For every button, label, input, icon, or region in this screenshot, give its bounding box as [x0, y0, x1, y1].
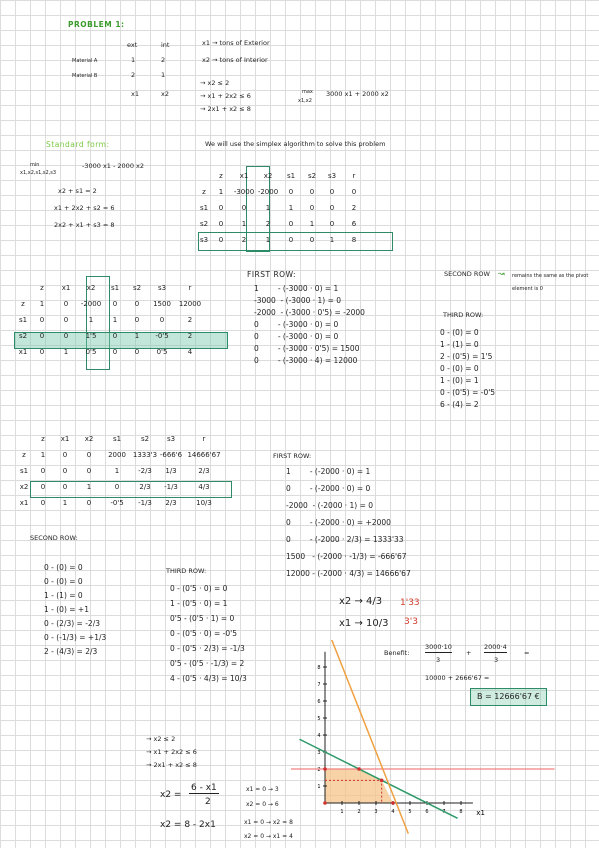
- table-cell: s1: [110, 284, 120, 292]
- x-tick-label: 1: [340, 809, 344, 815]
- table-cell: 0: [288, 188, 294, 196]
- table-cell: 0: [288, 236, 294, 244]
- table-cell: x1: [61, 284, 71, 292]
- table-cell: 1/3: [165, 467, 177, 475]
- feasible-region: [325, 769, 393, 803]
- vertex-point: [323, 767, 327, 771]
- table-cell: s1: [19, 467, 29, 475]
- table-cell: -1/3: [164, 483, 178, 491]
- std-eq: x2 + s1 = 2: [58, 187, 97, 195]
- table-cell: 2: [187, 316, 193, 324]
- table-row: [198, 232, 366, 248]
- table-cell: 1: [241, 220, 247, 228]
- table-cell: 2/3: [139, 483, 151, 491]
- tableau-3: [16, 431, 224, 511]
- table-cell: 1: [114, 467, 120, 475]
- solution-x1: x1 → 10/3: [339, 618, 389, 629]
- table-cell: 1: [218, 188, 224, 196]
- table-cell: 0: [62, 451, 68, 459]
- table-cell: z: [202, 188, 206, 196]
- calc-line: 0 - (-1/3) = +1/3: [44, 633, 107, 642]
- constraint: → x1 + 2x2 ≤ 6: [146, 748, 197, 756]
- cell: x1: [131, 90, 139, 98]
- calc-line: 1 - (-3000 · 0) = 1: [254, 284, 339, 293]
- problem-title: PROBLEM 1:: [68, 20, 125, 29]
- table-cell: 8: [351, 236, 357, 244]
- table-cell: 0: [218, 220, 224, 228]
- y-tick-label: 5: [317, 716, 321, 722]
- table-cell: r: [188, 284, 192, 292]
- benefit-label: Benefit:: [384, 649, 410, 657]
- calc-line: 0 - (-3000 · 4) = 12000: [254, 356, 358, 365]
- eq1-note: x2 = 0 → 6: [246, 801, 279, 808]
- row-material-b: Material B: [72, 73, 98, 79]
- table-cell: x1: [19, 499, 29, 507]
- objective-max: max: [302, 89, 313, 95]
- calc-line: 0 - (-2000 · 0) = +2000: [286, 518, 391, 527]
- table-cell: 1: [63, 348, 69, 356]
- third-row-steps: [440, 327, 495, 411]
- table-row: [16, 479, 224, 495]
- table-row: [198, 216, 366, 232]
- calc-line: 1 - (0) = +1: [44, 605, 89, 614]
- calc-line: 0'5 - (0'5 · 1) = 0: [170, 614, 235, 623]
- calc-line: 1 - (1) = 0: [44, 591, 83, 600]
- table-cell: 0: [114, 483, 120, 491]
- table-cell: 4/3: [198, 483, 210, 491]
- first-row-steps: [286, 463, 411, 582]
- table-cell: 0: [62, 483, 68, 491]
- table-cell: 0: [134, 348, 140, 356]
- table-cell: s1: [112, 435, 122, 443]
- calc-line: 0 - (-2000 · 2/3) = 1333'33: [286, 535, 404, 544]
- cell: 1: [161, 71, 166, 79]
- vertex-point: [323, 801, 327, 805]
- table-cell: s3: [199, 236, 209, 244]
- calc-line: 0 - (0) = 0: [44, 577, 83, 586]
- simplex-note: We will use the simplex algorithm to solve this problem: [205, 140, 386, 148]
- table-cell: 0: [288, 220, 294, 228]
- calc-line: 0 - (-2000 · 0) = 0: [286, 484, 371, 493]
- table-cell: 1: [39, 300, 45, 308]
- table-cell: 6: [351, 220, 357, 228]
- objective: 3000 x1 + 2000 x2: [326, 90, 389, 98]
- table-cell: 0: [309, 188, 315, 196]
- table-cell: 12000: [178, 300, 202, 308]
- eq2: x2 = 8 - 2x1: [160, 820, 216, 830]
- table-cell: 2: [187, 332, 193, 340]
- table-cell: 1: [62, 499, 68, 507]
- table-cell: 0: [329, 204, 335, 212]
- benefit-frac2-num: 2000·4: [484, 643, 507, 651]
- table-header: [198, 168, 366, 184]
- table-cell: 2000: [108, 451, 126, 459]
- x-tick-label: 4: [391, 809, 395, 815]
- constraint: → x1 + 2x2 ≤ 6: [200, 92, 251, 100]
- calc-line: 2 - (0'5) = 1'5: [440, 352, 493, 361]
- calc-line: -2000 - (-3000 · 0'5) = -2000: [254, 308, 365, 317]
- table-cell: 0'5: [156, 348, 168, 356]
- col-ext: ext: [127, 41, 138, 49]
- calc-line: 1 - (0) = 1: [440, 376, 479, 385]
- table-cell: 1: [88, 316, 94, 324]
- table-cell: 0: [351, 188, 357, 196]
- second-row-title: SECOND ROW: [444, 270, 490, 278]
- table-cell: 1500: [153, 300, 171, 308]
- calc-line: 2 - (4/3) = 2/3: [44, 647, 98, 656]
- table-cell: s2: [132, 284, 142, 292]
- table-cell: s2: [199, 220, 209, 228]
- table-cell: 0: [329, 220, 335, 228]
- table-cell: 1'5: [85, 332, 97, 340]
- table-row: [198, 200, 366, 216]
- table-cell: 1: [265, 204, 271, 212]
- feasible-region-graph: [280, 640, 570, 845]
- table-cell: 1: [134, 332, 140, 340]
- calc-line: 1 - (-2000 · 0) = 1: [286, 467, 371, 476]
- table-cell: r: [352, 172, 356, 180]
- table-cell: 0: [39, 348, 45, 356]
- calc-line: 0 - (-3000 · 0) = 0: [254, 320, 339, 329]
- second-row-steps: [44, 561, 106, 659]
- first-row-steps: [254, 283, 365, 367]
- constraint: → x2 ≤ 2: [200, 79, 230, 87]
- table-cell: 0: [40, 499, 46, 507]
- table-cell: 1: [265, 236, 271, 244]
- table-cell: z: [21, 300, 25, 308]
- table-cell: 2: [351, 204, 357, 212]
- table-cell: 0: [218, 204, 224, 212]
- y-tick-label: 7: [317, 682, 321, 688]
- table-row: [16, 344, 204, 360]
- def-x1: x1 → tons of Exterior: [202, 39, 270, 47]
- x-tick-label: 6: [425, 809, 429, 815]
- table-cell: x2: [84, 435, 94, 443]
- constraint: → x2 ≤ 2: [146, 735, 176, 743]
- table-cell: 0: [112, 300, 118, 308]
- table-cell: 0'5: [85, 348, 97, 356]
- def-x2: x2 → tons of Interior: [202, 56, 268, 64]
- benefit-frac2-den: 3: [494, 656, 499, 664]
- calc-line: 0'5 - (0'5 · -1/3) = 2: [170, 659, 245, 668]
- table-cell: 0: [112, 332, 118, 340]
- benefit-sum: 10000 + 2666'67 =: [425, 674, 490, 682]
- table-cell: -666'6: [159, 451, 183, 459]
- table-row: [16, 312, 204, 328]
- table-cell: 0: [86, 499, 92, 507]
- constraint: → 2x1 + x2 ≤ 8: [146, 761, 197, 769]
- table-cell: s1: [286, 172, 296, 180]
- table-cell: 0: [63, 300, 69, 308]
- first-row-title: FIRST ROW:: [247, 270, 297, 279]
- calc-line: 1 - (1) = 0: [440, 340, 479, 349]
- arrow-icon: ↝: [498, 269, 505, 278]
- tableau-1: [198, 168, 366, 248]
- calc-line: 1 - (0'5 · 0) = 1: [170, 599, 228, 608]
- table-row: [16, 495, 224, 511]
- table-cell: [16, 280, 30, 296]
- tableau-2: [16, 280, 204, 360]
- table-cell: 0: [86, 451, 92, 459]
- benefit-eq: =: [524, 649, 530, 657]
- min-sub: x1,x2,s1,s2,s3: [20, 170, 56, 176]
- calc-line: 0 - (0) = 0: [440, 328, 479, 337]
- table-cell: 0: [134, 316, 140, 324]
- constraint: → 2x1 + x2 ≤ 8: [200, 105, 251, 113]
- table-cell: s1: [18, 316, 28, 324]
- table-row: [16, 447, 224, 463]
- table-cell: 4: [187, 348, 193, 356]
- benefit-frac1-num: 3000·10: [425, 643, 452, 651]
- table-cell: -2/3: [138, 467, 152, 475]
- table-cell: z: [22, 451, 26, 459]
- calc-line: 0 - (2/3) = -2/3: [44, 619, 100, 628]
- calc-line: 4 - (0'5 · 4/3) = 10/3: [170, 674, 247, 683]
- calc-line: 0 - (0'5) = -0'5: [440, 388, 496, 397]
- calc-line: 0 - (0) = 0: [440, 364, 479, 373]
- x-tick-label: 8: [459, 809, 463, 815]
- constraint-line-2x1-x2-le-8: [325, 640, 408, 834]
- table-cell: s3: [166, 435, 176, 443]
- eq1-note: x1 = 0 → 3: [246, 786, 279, 793]
- calc-line: 0 - (-3000 · 0'5) = 1500: [254, 344, 360, 353]
- table-cell: 2/3: [198, 467, 210, 475]
- table-cell: x1: [18, 348, 28, 356]
- table-row: [16, 296, 204, 312]
- table-cell: s3: [157, 284, 167, 292]
- table-cell: x2: [263, 172, 273, 180]
- row-material-a: Material A: [72, 58, 98, 64]
- table-cell: 0: [241, 204, 247, 212]
- table-cell: x2: [86, 284, 96, 292]
- table-cell: 0: [309, 236, 315, 244]
- table-cell: 0: [86, 467, 92, 475]
- eq1-den: 2: [205, 797, 211, 807]
- objective-sub: x1,x2: [298, 98, 312, 104]
- table-cell: z: [41, 435, 45, 443]
- table-cell: s2: [140, 435, 150, 443]
- third-row-title: THIRD ROW:: [443, 311, 484, 319]
- table-header: [16, 280, 204, 296]
- constraint-line-x1-2x2-le-6: [300, 739, 458, 818]
- third-row-steps: [170, 581, 247, 686]
- table-cell: 1: [112, 316, 118, 324]
- calc-line: 0 - (0'5 · 2/3) = -1/3: [170, 644, 245, 653]
- table-cell: 1333'3: [132, 451, 158, 459]
- benefit-plus: +: [466, 649, 472, 657]
- std-eq: 2x2 + x1 + s3 = 8: [54, 221, 115, 229]
- table-cell: 0: [40, 467, 46, 475]
- cell: 2: [131, 71, 136, 79]
- table-cell: 0: [112, 348, 118, 356]
- table-cell: 0: [329, 188, 335, 196]
- table-row: [16, 328, 204, 344]
- solution-x2: x2 → 4/3: [339, 596, 383, 607]
- table-cell: 2/3: [165, 499, 177, 507]
- table-cell: -3000: [233, 188, 255, 196]
- table-cell: s3: [327, 172, 337, 180]
- table-cell: 1: [309, 220, 315, 228]
- calc-line: 0 - (0) = 0: [44, 563, 83, 572]
- table-header: [16, 431, 224, 447]
- table-cell: -1/3: [138, 499, 152, 507]
- table-row: [198, 184, 366, 200]
- x-tick-label: 3: [374, 809, 378, 815]
- table-cell: 0: [218, 236, 224, 244]
- calc-line: -2000 - (-2000 · 1) = 0: [286, 501, 374, 510]
- y-tick-label: 1: [317, 784, 321, 790]
- table-cell: 0: [40, 483, 46, 491]
- table-cell: -2000: [257, 188, 279, 196]
- y-tick-label: 6: [317, 699, 321, 705]
- vertex-point: [357, 767, 361, 771]
- table-cell: x1: [60, 435, 70, 443]
- table-cell: z: [40, 284, 44, 292]
- benefit-result: B = 12666'67 €: [470, 688, 547, 706]
- second-row-title: SECOND ROW:: [30, 534, 78, 542]
- calc-line: 12000 - (-2000 · 4/3) = 14666'67: [286, 569, 411, 578]
- table-cell: 1: [288, 204, 294, 212]
- table-cell: x2: [19, 483, 29, 491]
- table-cell: s1: [199, 204, 209, 212]
- table-cell: 14666'67: [187, 451, 221, 459]
- calc-line: 6 - (4) = 2: [440, 400, 479, 409]
- y-tick-label: 4: [317, 733, 321, 739]
- vertex-point: [391, 801, 395, 805]
- y-tick-label: 2: [317, 767, 321, 773]
- third-row-title: THIRD ROW:: [166, 567, 207, 575]
- y-tick-label: 8: [317, 665, 321, 671]
- first-row-title: FIRST ROW:: [273, 452, 312, 460]
- table-cell: [198, 168, 210, 184]
- table-cell: z: [219, 172, 223, 180]
- table-cell: 0: [63, 332, 69, 340]
- x-tick-label: 5: [408, 809, 412, 815]
- table-cell: r: [202, 435, 206, 443]
- min-expr: -3000 x1 - 2000 x2: [82, 162, 145, 170]
- table-cell: 10/3: [196, 499, 212, 507]
- table-cell: 0: [134, 300, 140, 308]
- col-int: int: [161, 41, 170, 49]
- eq2-note: x1 = 0 → x2 = 8: [244, 819, 293, 826]
- calc-line: 0 - (-3000 · 0) = 0: [254, 332, 339, 341]
- table-cell: 1: [40, 451, 46, 459]
- x-tick-label: 2: [357, 809, 361, 815]
- calc-line: 0 - (0'5 · 0) = -0'5: [170, 629, 237, 638]
- calc-line: -3000 - (-3000 · 1) = 0: [254, 296, 342, 305]
- cell: 2: [161, 56, 166, 64]
- eq1-left: x2 =: [160, 790, 182, 800]
- table-cell: 0: [39, 316, 45, 324]
- table-cell: 2: [241, 236, 247, 244]
- table-cell: 2: [265, 220, 271, 228]
- min-label: min: [30, 162, 40, 168]
- eq1-num: 6 - x1: [191, 783, 217, 793]
- cell: 1: [131, 56, 136, 64]
- table-cell: -0'5: [110, 499, 124, 507]
- table-cell: x1: [239, 172, 249, 180]
- calc-line: 0 - (0'5 · 0) = 0: [170, 584, 228, 593]
- table-cell: [16, 431, 32, 447]
- standard-title: Standard form:: [46, 140, 110, 149]
- table-cell: 1: [86, 483, 92, 491]
- table-cell: -0'5: [155, 332, 169, 340]
- table-cell: 0: [63, 316, 69, 324]
- solution-x2-decimal: 1'33: [400, 598, 420, 608]
- table-cell: 0: [159, 316, 165, 324]
- std-eq: x1 + 2x2 + s2 = 6: [54, 204, 115, 212]
- second-row-note: remains the same as the pivot element is 0: [512, 273, 589, 292]
- y-tick-label: 3: [317, 750, 321, 756]
- cell: x2: [161, 90, 169, 98]
- x-axis-label: x1: [476, 809, 485, 817]
- calc-line: 1500 - (-2000 · -1/3) = -666'67: [286, 552, 407, 561]
- table-cell: 0: [309, 204, 315, 212]
- table-cell: s2: [18, 332, 28, 340]
- table-cell: -2000: [80, 300, 102, 308]
- table-cell: 1: [329, 236, 335, 244]
- table-cell: 0: [39, 332, 45, 340]
- table-row: [16, 463, 224, 479]
- solution-x1-decimal: 3'3: [404, 617, 418, 627]
- eq2-note: x2 = 0 → x1 = 4: [244, 833, 293, 840]
- table-cell: s2: [307, 172, 317, 180]
- benefit-frac1-den: 3: [436, 656, 441, 664]
- vertex-point: [380, 779, 384, 783]
- table-cell: 0: [62, 467, 68, 475]
